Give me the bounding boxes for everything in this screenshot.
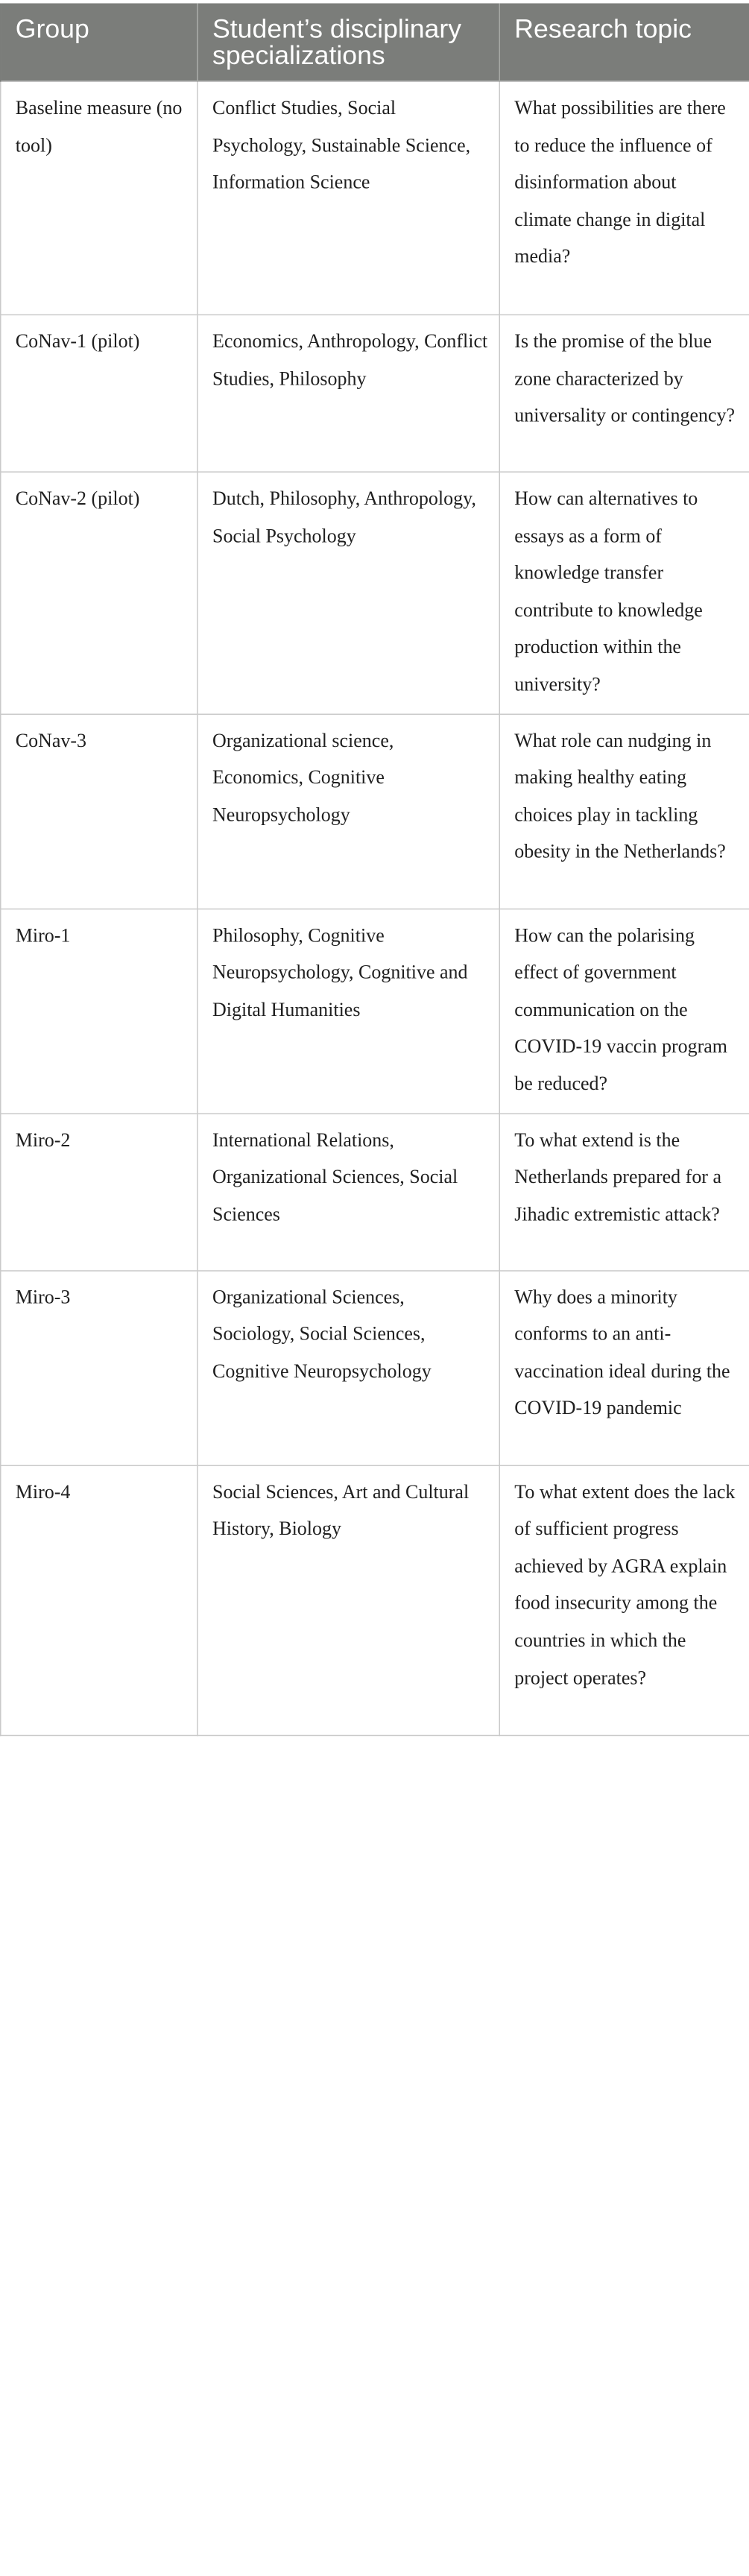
- cell-group: CoNav-1 (pilot): [1, 315, 197, 472]
- cell-research-topic: Is the promise of the blue zone characterized by universality or contingency?: [499, 315, 749, 472]
- table-row: [1, 472, 749, 713]
- table-row: [1, 714, 749, 909]
- header-research-topic: Research topic: [499, 3, 749, 81]
- cell-group: CoNav-2 (pilot): [1, 472, 197, 713]
- cell-research-topic: What possibilities are there to reduce the influence of disinformation about climate change in digital media?: [499, 81, 749, 315]
- cell-specializations: Dutch, Philosophy, Anthropology, Social Psychology: [197, 472, 499, 713]
- cell-group: Miro-4: [1, 1465, 197, 1735]
- table-row: [1, 81, 749, 315]
- cell-research-topic: How can alternatives to essays as a form of knowledge transfer contribute to knowledge production within the university?: [499, 472, 749, 713]
- table-body: [1, 81, 749, 1735]
- cell-specializations: Organizational Sciences, Sociology, Social Sciences, Cognitive Neuropsychology: [197, 1270, 499, 1465]
- cell-research-topic: What role can nudging in making healthy eating choices play in tackling obesity in the Netherlands?: [499, 714, 749, 909]
- cell-research-topic: To what extent does the lack of sufficient progress achieved by AGRA explain food insecurity among the countries in which the project operates?: [499, 1465, 749, 1735]
- cell-group: Miro-3: [1, 1270, 197, 1465]
- cell-research-topic: How can the polarising effect of government communication on the COVID-19 vaccin program be reduced?: [499, 909, 749, 1114]
- cell-specializations: Organizational science, Economics, Cognitive Neuropsychology: [197, 714, 499, 909]
- header-row: [1, 3, 749, 81]
- cell-specializations: Social Sciences, Art and Cultural History, Biology: [197, 1465, 499, 1735]
- header-group: Group: [1, 3, 197, 81]
- cell-research-topic: To what extend is the Netherlands prepared for a Jihadic extremistic attack?: [499, 1113, 749, 1270]
- cell-specializations: Philosophy, Cognitive Neuropsychology, Cognitive and Digital Humanities: [197, 909, 499, 1114]
- table-row: [1, 1113, 749, 1270]
- table-row: [1, 1465, 749, 1735]
- cell-specializations: Conflict Studies, Social Psychology, Sustainable Science, Information Science: [197, 81, 499, 315]
- cell-specializations: International Relations, Organizational Sciences, Social Sciences: [197, 1113, 499, 1270]
- cell-group: CoNav-3: [1, 714, 197, 909]
- cell-research-topic: Why does a minority conforms to an anti-vaccination ideal during the COVID-19 pandemic: [499, 1270, 749, 1465]
- table-row: [1, 1270, 749, 1465]
- research-groups-table: [0, 3, 749, 1735]
- header-specializations: Student’s disciplinary specializations: [197, 3, 499, 81]
- table-header: [1, 3, 749, 81]
- table-row: [1, 909, 749, 1114]
- cell-group: Miro-2: [1, 1113, 197, 1270]
- cell-specializations: Economics, Anthropology, Conflict Studies, Philosophy: [197, 315, 499, 472]
- table-row: [1, 315, 749, 472]
- cell-group: Miro-1: [1, 909, 197, 1114]
- cell-group: Baseline measure (no tool): [1, 81, 197, 315]
